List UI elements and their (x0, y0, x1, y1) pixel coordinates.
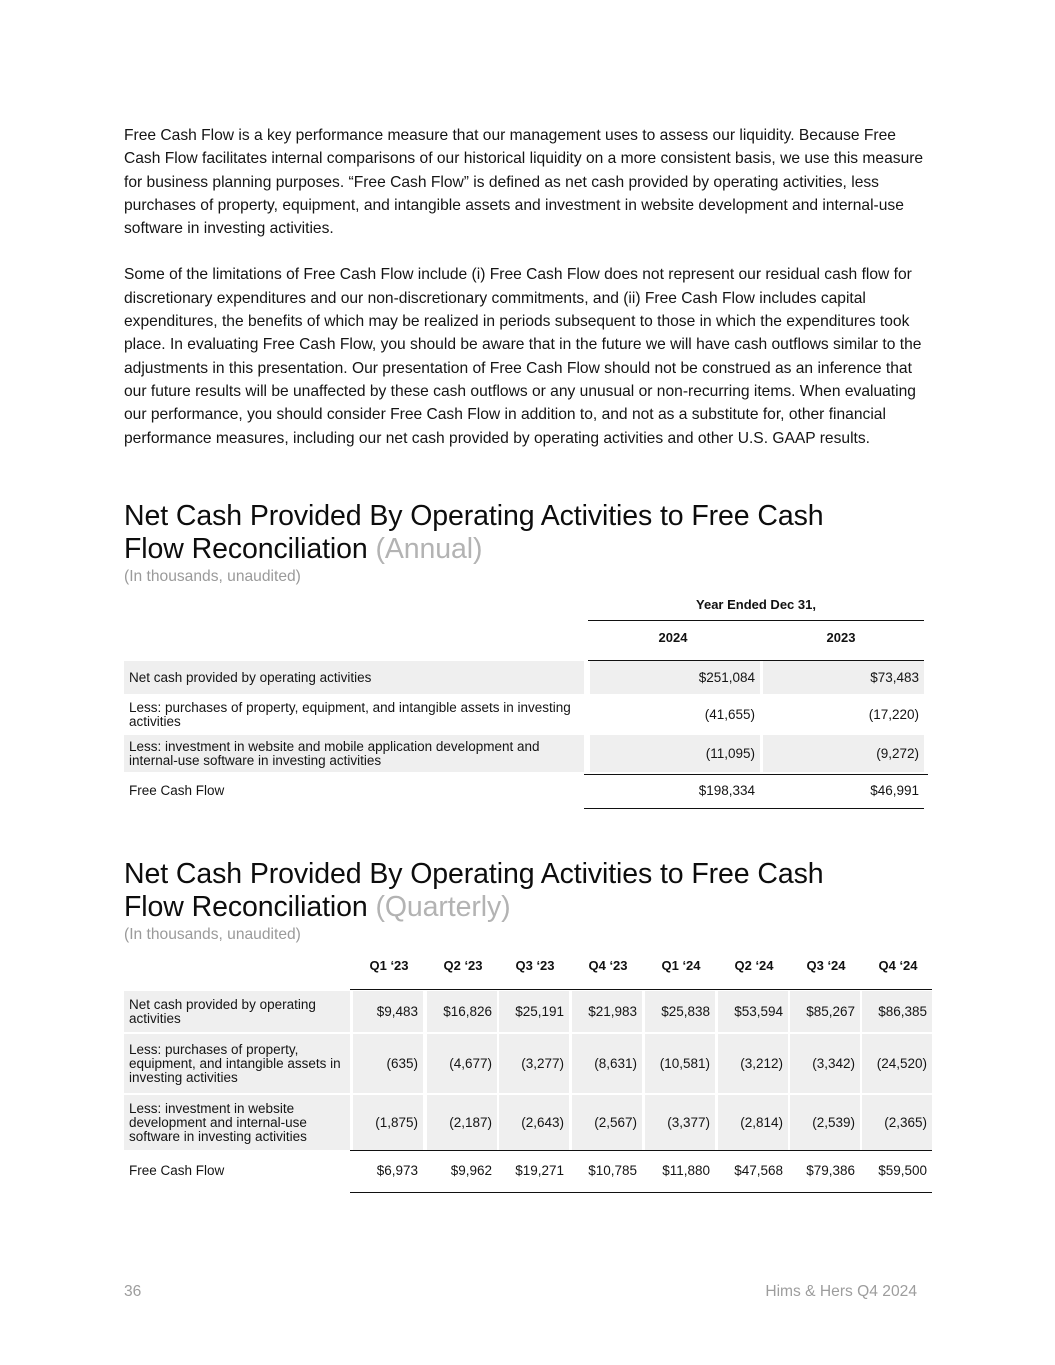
quarterly-col-header: Q1 ‘24 (661, 958, 701, 973)
quarterly-total-rule-bottom (350, 1192, 932, 1193)
quarterly-row-label: Net cash provided by operating activities (124, 991, 350, 1032)
intro-paragraph-1: Free Cash Flow is a key performance measure that our management uses to assess our liquidity. Because Free Cash Flow facilitates internal comparisons of our historical liquidity on a more consistent basis, we use this measure for business planning purposes. “Free Cash Flow” is defined as net cash provided by operating activities, less purchases of property, equipment, and intangible assets and investment in website development and internal-use software in investing activities. (124, 127, 924, 238)
annual-col-2024: 2024 (658, 630, 688, 645)
quarterly-row-value: $11,880 (662, 1163, 710, 1178)
quarterly-row-value: (2,539) (790, 1095, 860, 1150)
annual-title-line1: Net Cash Provided By Operating Activities to Free Cash (124, 500, 824, 532)
quarterly-row-value: $6,973 (376, 1163, 418, 1178)
annual-row-value: (11,095) (590, 735, 760, 772)
quarterly-row-value: $21,983 (572, 991, 642, 1032)
quarterly-row-value: (2,567) (572, 1095, 642, 1150)
annual-total-rule-bottom (584, 808, 924, 809)
annual-row-label: Less: purchases of property, equipment, and intangible assets in investing activities (129, 699, 571, 729)
quarterly-row-label: Free Cash Flow (129, 1162, 225, 1178)
quarterly-col-header: Q4 ‘24 (878, 958, 918, 973)
quarterly-col-header: Q3 ‘24 (806, 958, 846, 973)
quarterly-row-value: (2,187) (427, 1095, 497, 1150)
quarterly-row-value: $59,500 (878, 1163, 927, 1178)
quarterly-row-value: $19,271 (515, 1163, 564, 1178)
quarterly-row-value: (3,377) (645, 1095, 715, 1150)
quarterly-row-value: (8,631) (572, 1034, 642, 1093)
quarterly-row-value: (2,365) (862, 1095, 932, 1150)
annual-row-label: Less: investment in website and mobile application development and internal-use software in investing activities (124, 735, 584, 772)
quarterly-row-value: $85,267 (790, 991, 860, 1032)
annual-row-value: (41,655) (704, 707, 755, 722)
annual-row-value: $251,084 (590, 661, 760, 694)
annual-section (124, 500, 932, 798)
quarterly-row-label: Less: purchases of property, equipment, and intangible assets in investing activities (124, 1034, 350, 1093)
quarterly-col-header: Q2 ‘23 (443, 958, 483, 973)
annual-row-value: $198,334 (698, 783, 755, 798)
quarterly-row-value: (2,643) (499, 1095, 569, 1150)
quarterly-row-value: (2,814) (718, 1095, 788, 1150)
quarterly-subtitle: (In thousands, unaudited) (124, 926, 301, 943)
quarterly-row-value: $10,785 (588, 1163, 637, 1178)
annual-row-value: $46,991 (870, 783, 919, 798)
annual-col-2023: 2023 (826, 630, 856, 645)
quarterly-col-header: Q4 ‘23 (588, 958, 628, 973)
quarterly-row-value: $53,594 (718, 991, 788, 1032)
annual-row-value: (17,220) (868, 707, 919, 722)
quarterly-row-value: (4,677) (427, 1034, 497, 1093)
quarterly-col-header: Q2 ‘24 (734, 958, 774, 973)
annual-title (124, 500, 932, 566)
annual-row-value: $73,483 (763, 661, 924, 694)
quarterly-col-header: Q3 ‘23 (515, 958, 555, 973)
quarterly-row-value: (1,875) (353, 1095, 423, 1150)
quarterly-row-value: $79,386 (806, 1163, 855, 1178)
quarterly-col-header: Q1 ‘23 (369, 958, 409, 973)
quarterly-title-tag: (Quarterly) (375, 891, 511, 923)
annual-subtitle: (In thousands, unaudited) (124, 568, 301, 585)
quarterly-section (124, 858, 932, 1178)
quarterly-row-value: (3,277) (499, 1034, 569, 1093)
annual-period-header: Year Ended Dec 31, (588, 595, 924, 621)
quarterly-row-value: $86,385 (862, 991, 932, 1032)
annual-row-value: (9,272) (763, 735, 924, 772)
intro-text (124, 124, 932, 450)
document-title: Hims & Hers Q4 2024 (765, 1283, 917, 1300)
annual-title-line2: Flow Reconciliation (124, 533, 368, 565)
page-number: 36 (124, 1283, 142, 1300)
quarterly-row-value: $9,483 (353, 991, 423, 1032)
quarterly-row-label: Less: investment in website development and internal-use software in investing activities (124, 1095, 350, 1150)
quarterly-row-value: (635) (353, 1034, 423, 1093)
quarterly-title-line1: Net Cash Provided By Operating Activities to Free Cash (124, 858, 824, 890)
quarterly-row-value: (10,581) (645, 1034, 715, 1093)
quarterly-title (124, 858, 932, 924)
quarterly-row-value: $25,838 (645, 991, 715, 1032)
quarterly-row-value: (24,520) (862, 1034, 932, 1093)
quarterly-header-rule (350, 989, 932, 990)
quarterly-row-value: (3,212) (718, 1034, 788, 1093)
quarterly-row-value: $9,962 (450, 1163, 492, 1178)
quarterly-row-value: $16,826 (427, 991, 497, 1032)
quarterly-row-value: $47,568 (734, 1163, 783, 1178)
annual-row-label: Free Cash Flow (129, 782, 225, 798)
quarterly-row-value: $25,191 (499, 991, 569, 1032)
annual-row-label: Net cash provided by operating activities (124, 661, 584, 694)
quarterly-row-value: (3,342) (790, 1034, 860, 1093)
annual-title-tag: (Annual) (375, 533, 483, 565)
intro-paragraph-2: Some of the limitations of Free Cash Flow include (i) Free Cash Flow does not represent our residual cash flow for discretionary expenditures and our non-discretionary commitments, and (ii) Free Cash Flow includes capital expenditures, the benefits of which may be realized in periods subsequent to those in which the expenditures took place. In evaluating Free Cash Flow, you should be aware that in the future we will have cash outflows similar to the adjustments in this presentation. Our presentation of Free Cash Flow should not be construed as an inference that our future results will be unaffected by these cash outflows or any unusual or non-recurring items. When evaluating our performance, you should consider Free Cash Flow in addition to, and not as a substitute for, other financial performance measures, including our net cash provided by operating activities and other U.S. GAAP results. (124, 266, 922, 447)
annual-total-rule-top (584, 774, 928, 775)
quarterly-total-rule-top (350, 1150, 932, 1151)
quarterly-title-line2: Flow Reconciliation (124, 891, 368, 923)
